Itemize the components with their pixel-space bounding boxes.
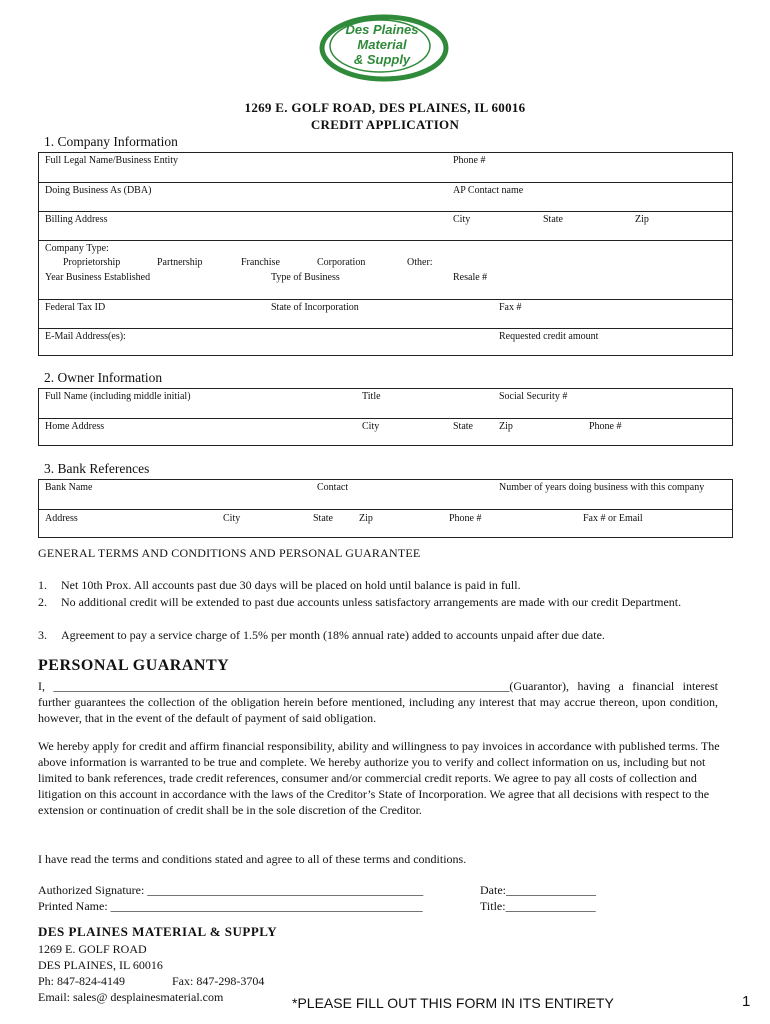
- owner-state-field[interactable]: State: [453, 421, 473, 432]
- logo-line-1: Des Plaines: [345, 22, 419, 37]
- title-field[interactable]: Title:_______________: [480, 899, 596, 913]
- billing-state-field[interactable]: State: [543, 214, 563, 225]
- owner-section-heading: 2. Owner Information: [44, 370, 163, 385]
- owner-phone-field[interactable]: Phone #: [589, 421, 622, 432]
- term-number: 3.: [38, 628, 47, 642]
- federal-tax-field[interactable]: Federal Tax ID: [45, 302, 106, 313]
- company-logo: [318, 10, 450, 82]
- owner-row-1: [39, 389, 732, 418]
- owner-city-field[interactable]: City: [362, 421, 380, 432]
- type-other[interactable]: Other:: [407, 257, 433, 268]
- home-address-field[interactable]: Home Address: [45, 421, 105, 432]
- bank-state-field[interactable]: State: [313, 513, 333, 524]
- type-franchise[interactable]: Franchise: [241, 257, 280, 268]
- bank-row-2: [39, 509, 732, 538]
- email-field[interactable]: E-Mail Address(es):: [45, 331, 126, 342]
- company-phone-field[interactable]: Phone #: [453, 155, 486, 166]
- bank-city-field[interactable]: City: [223, 513, 241, 524]
- terms-heading: GENERAL TERMS AND CONDITIONS AND PERSONAL GUARANTEE: [38, 546, 421, 560]
- company-section-heading: 1. Company Information: [44, 134, 178, 149]
- owner-row-2: [39, 418, 732, 446]
- company-type-row: [39, 240, 732, 272]
- resale-field[interactable]: Resale #: [453, 272, 488, 283]
- company-info-box: [38, 152, 733, 356]
- bank-info-box: [38, 479, 733, 538]
- footer-street: 1269 E. GOLF ROAD: [38, 942, 147, 956]
- bank-name-field[interactable]: Bank Name: [45, 482, 93, 493]
- bank-row-1: [39, 480, 732, 509]
- ap-contact-field[interactable]: AP Contact name: [453, 185, 524, 196]
- type-corporation[interactable]: Corporation: [317, 257, 366, 268]
- term-item-3: [38, 627, 738, 643]
- printed-name-field[interactable]: Printed Name: ____________________________________________________: [38, 899, 423, 913]
- year-established-field[interactable]: Year Business Established: [45, 272, 151, 283]
- term-text: Agreement to pay a service charge of 1.5% per month (18% annual rate) added to accounts unpaid after due date.: [61, 628, 605, 642]
- logo-line-2: Material: [357, 37, 407, 52]
- guaranty-paragraph-2: We hereby apply for credit and affirm financial responsibility, ability and willingness to pay invoices in accordance with published terms. The above information is warranted to be true and complete. We hereby authorize you to verify and collect information on us, including but not limited to bank references, trade credit references, consumer and/or commercial credit reports. We agree to pay all costs of collection and litigation on this account in accordance with the laws of the Creditor’s State of Incorporation. We agree that all decisions with respect to the extension or continuation of credit shall be in the sole discretion of the Creditor.: [38, 739, 720, 817]
- billing-city-field[interactable]: City: [453, 214, 471, 225]
- term-number: 1.: [38, 578, 47, 592]
- billing-address-field[interactable]: Billing Address: [45, 214, 108, 225]
- term-item-2: [38, 594, 738, 626]
- bank-address-field[interactable]: Address: [45, 513, 78, 524]
- bank-phone-field[interactable]: Phone #: [449, 513, 482, 524]
- ssn-field[interactable]: Social Security #: [499, 391, 568, 402]
- billing-zip-field[interactable]: Zip: [635, 214, 649, 225]
- fill-out-note: *PLEASE FILL OUT THIS FORM IN ITS ENTIRETY: [292, 995, 614, 1011]
- authorized-signature-field[interactable]: Authorized Signature: ______________________________________________: [38, 883, 424, 897]
- company-row-1: [39, 153, 732, 182]
- company-row-6: [39, 299, 732, 328]
- bank-years-field[interactable]: Number of years doing business with this company: [499, 482, 705, 493]
- company-row-2: [39, 182, 732, 211]
- company-type-label: Company Type:: [45, 243, 109, 254]
- header-title: CREDIT APPLICATION: [310, 117, 460, 132]
- owner-info-box: [38, 388, 733, 446]
- owner-title-field[interactable]: Title: [362, 391, 381, 402]
- bank-contact-field[interactable]: Contact: [317, 482, 349, 493]
- dba-field[interactable]: Doing Business As (DBA): [45, 185, 152, 196]
- footer-fax: Fax: 847-298-3704: [172, 974, 265, 988]
- guaranty-heading: PERSONAL GUARANTY: [38, 657, 230, 674]
- type-of-business-field[interactable]: Type of Business: [271, 272, 340, 283]
- state-incorporation-field[interactable]: State of Incorporation: [271, 302, 359, 313]
- type-partnership[interactable]: Partnership: [157, 257, 203, 268]
- bank-fax-email-field[interactable]: Fax # or Email: [583, 513, 643, 524]
- company-row-3: [39, 211, 732, 240]
- bank-zip-field[interactable]: Zip: [359, 513, 373, 524]
- company-row-7: [39, 328, 732, 356]
- term-text: Net 10th Prox. All accounts past due 30 days will be placed on hold until balance is paid in full.: [61, 578, 521, 592]
- owner-zip-field[interactable]: Zip: [499, 421, 513, 432]
- legal-name-field[interactable]: Full Legal Name/Business Entity: [45, 155, 179, 166]
- company-row-5: [39, 270, 732, 299]
- header-address: 1269 E. GOLF ROAD, DES PLAINES, IL 60016: [244, 100, 526, 115]
- owner-name-field[interactable]: Full Name (including middle initial): [45, 391, 191, 402]
- requested-credit-field[interactable]: Requested credit amount: [499, 331, 599, 342]
- logo-line-3: & Supply: [353, 52, 411, 67]
- guaranty-paragraph-3: I have read the terms and conditions stated and agree to all of these terms and conditions.: [38, 852, 467, 866]
- bank-section-heading: 3. Bank References: [44, 461, 150, 476]
- footer-phone: Ph: 847-824-4149: [38, 974, 125, 988]
- term-text: No additional credit will be extended to past due accounts unless satisfactory arrangements are made with our credit Department.: [61, 595, 682, 609]
- page-number: 1: [742, 993, 751, 1010]
- company-fax-field[interactable]: Fax #: [499, 302, 522, 313]
- footer-email: Email: sales@ desplainesmaterial.com: [38, 990, 224, 1004]
- footer-city: DES PLAINES, IL 60016: [38, 958, 163, 972]
- type-proprietorship[interactable]: Proprietorship: [63, 257, 121, 268]
- term-number: 2.: [38, 595, 47, 609]
- guaranty-paragraph-1: I, ____________________________________________________________________________(Guarantor), having a financial interest further guarantees the collection of the obligation herein before mentioned, including any interest that may accrue thereon, upon condition, however, that in the event of the default of payment of said obligation.: [38, 679, 718, 725]
- date-field[interactable]: Date:_______________: [480, 883, 596, 897]
- term-item-1: [38, 577, 738, 593]
- footer-company: DES PLAINES MATERIAL & SUPPLY: [38, 924, 278, 939]
